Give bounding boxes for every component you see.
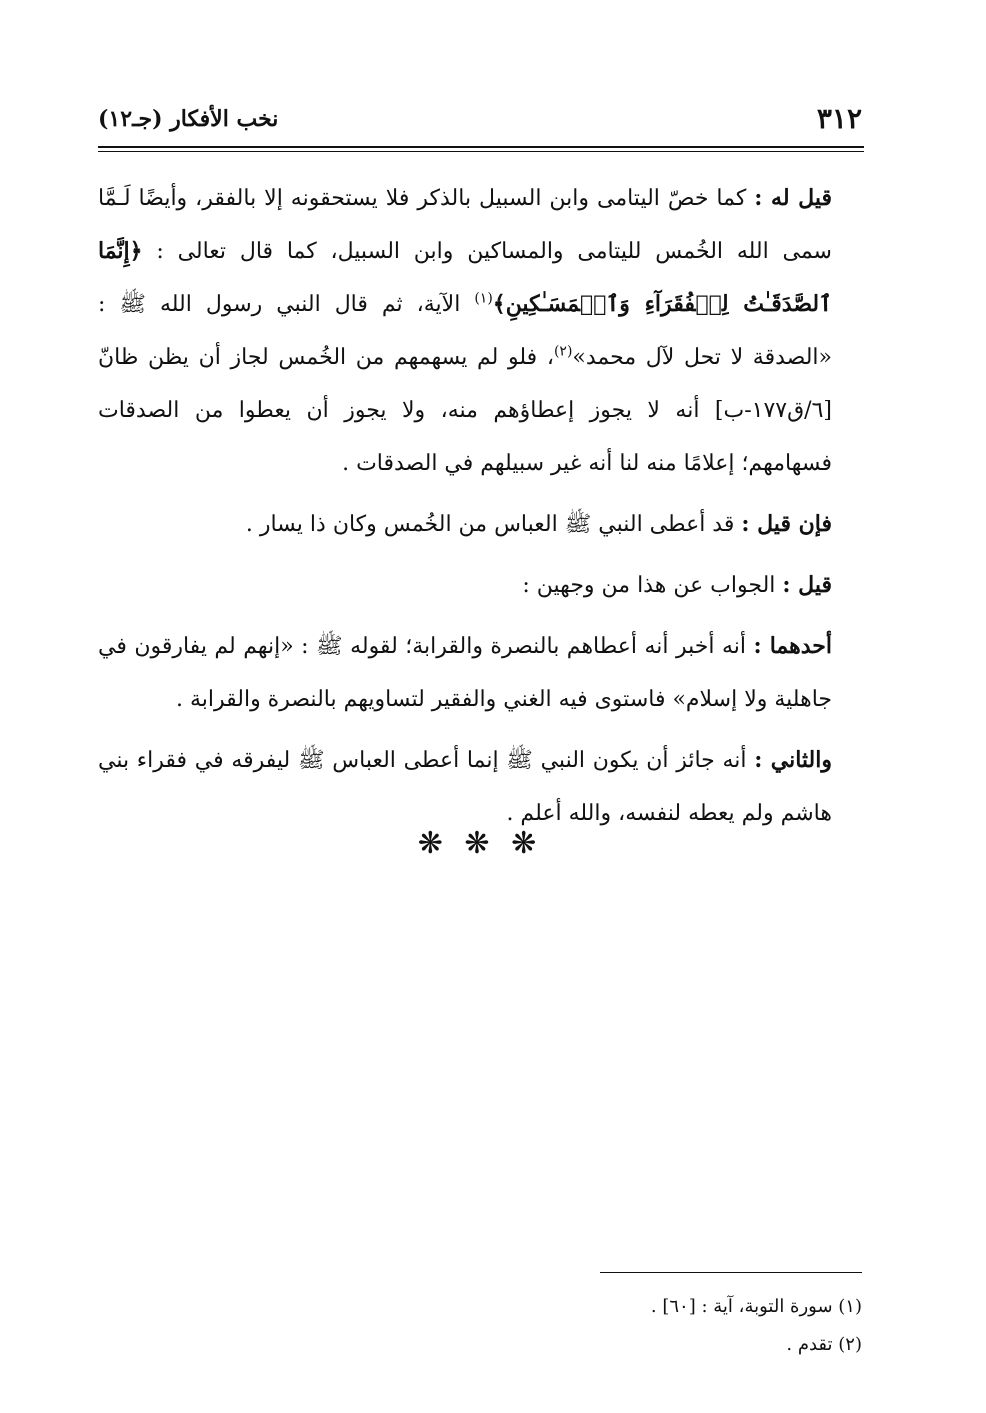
header-rule [98, 146, 864, 148]
footnotes [98, 1288, 862, 1364]
footnote-2: (٢) تقدم . [786, 1334, 862, 1355]
footnote-1: (١) سورة التوبة، آية : [٦٠] . [650, 1296, 862, 1317]
book-title: نخب الأفكار (جـ١٢) [98, 106, 279, 132]
paragraph-text: قد أعطى النبي ﷺ العباس من الخُمس وكان ذا يسار . [245, 512, 742, 537]
paragraph-5 [98, 734, 862, 840]
quran-verse: ﴿إِنَّمَا ٱلصَّدَقَـٰتُ لِلۡفُقَرَآءِ وَٱلۡمَسَـٰكِينِ﴾ [98, 238, 832, 317]
footnote-ref-1: (١) [474, 290, 493, 307]
paragraph-text: الجواب عن هذا من وجهين : [522, 573, 783, 598]
page-header [98, 96, 862, 136]
paragraph-lead: أحدهما : [753, 633, 832, 659]
paragraph-text: الآية، ثم قال النبي رسول الله ﷺ : «الصدقة لا تحل لآل محمد» [98, 292, 832, 370]
paragraph-text: كما خصّ اليتامى وابن السبيل بالذكر فلا يستحقونه إلا بالفقر، وأيضًا لَـمَّا سمى الله الخُمس لليتامى والمساكين وابن السبيل، كما قال تعالى : [98, 186, 832, 264]
paragraph-lead: والثاني : [754, 747, 832, 773]
paragraph-3 [98, 559, 862, 612]
footnote-ref-2: (٢) [553, 343, 573, 360]
paragraph-lead: فإن قيل : [741, 511, 832, 537]
paragraph-text: ، فلو لم يسهمهم من الخُمس لجاز أن يظن ظانّ [٦/ق١٧٧-ب] أنه لا يجوز إعطاؤهم منه، ولا يجوز أن يعطوا من الصدقات فسهامهم؛ إعلامًا منه لنا أنه غير سبيلهم في الصدقات . [98, 345, 832, 476]
paragraph-lead: قيل : [782, 572, 832, 598]
paragraph-2 [98, 498, 862, 551]
body-text [98, 172, 862, 840]
header-rule-thin [98, 151, 864, 152]
paragraph-1 [98, 172, 862, 490]
paragraph-lead: قيل له : [754, 185, 832, 211]
paragraph-text: أنه أخبر أنه أعطاهم بالنصرة والقرابة؛ لقوله ﷺ : «إنهم لم يفارقون في جاهلية ولا إسلام» فاستوى فيه الغني والفقير لتساويهم بالنصرة والقرابة . [98, 634, 832, 712]
page-number: ٣١٢ [816, 102, 862, 135]
footnote-rule [600, 1272, 862, 1273]
paragraph-text: أنه جائز أن يكون النبي ﷺ إنما أعطى العباس ﷺ ليفرقه في فقراء بني هاشم ولم يعطه لنفسه، والله أعلم . [98, 748, 832, 826]
paragraph-4 [98, 620, 862, 726]
section-separator: ❋ ❋ ❋ [417, 826, 543, 861]
